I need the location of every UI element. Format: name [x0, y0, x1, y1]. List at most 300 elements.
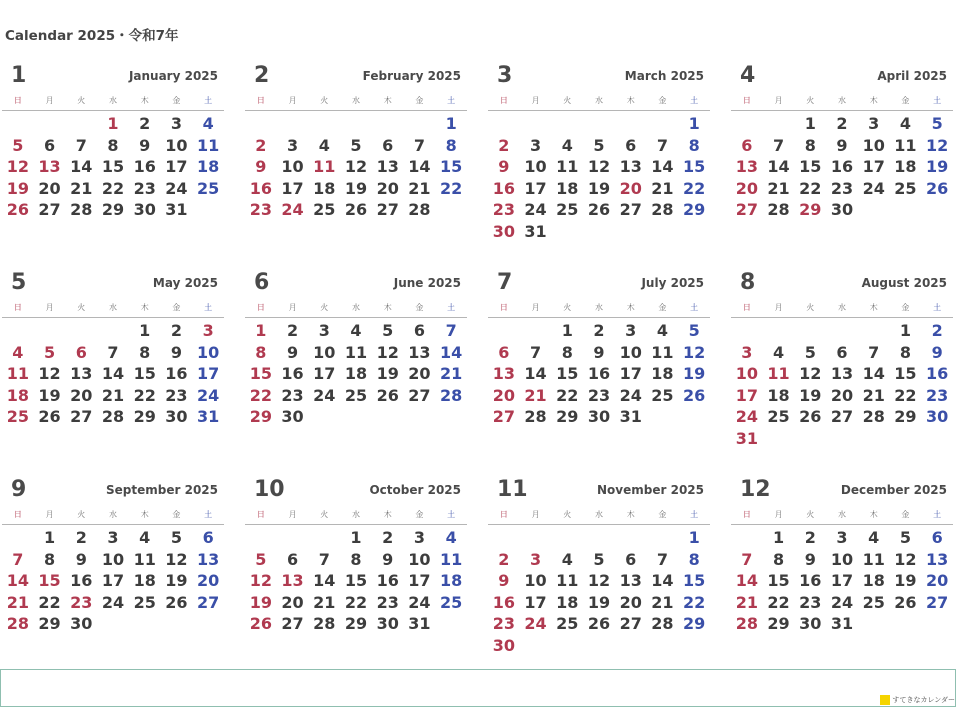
- day-cell: 15: [249, 364, 272, 383]
- day-cell: 28: [313, 614, 336, 633]
- day-cell: 13: [619, 571, 642, 590]
- month-3: [486, 60, 729, 267]
- day-cell: 29: [799, 200, 822, 219]
- weekday-label: 月: [531, 303, 540, 312]
- weekday-label: 土: [204, 510, 213, 519]
- day-cell: 8: [688, 135, 700, 155]
- weekday-label: 火: [77, 303, 86, 312]
- day-cell: 2: [498, 549, 510, 569]
- day-cell: 18: [894, 157, 917, 176]
- day-cell: 17: [281, 178, 304, 198]
- day-cell: 4: [868, 528, 880, 547]
- weekday-label: 火: [320, 510, 329, 519]
- weekday-header: [731, 94, 953, 111]
- month-header: [0, 267, 243, 299]
- day-cell: 3: [836, 528, 848, 547]
- weekday-label: 金: [415, 96, 424, 105]
- day-grid: [488, 527, 710, 656]
- day-cell: 30: [133, 200, 156, 219]
- weekday-label: 日: [256, 303, 265, 312]
- day-cell: 12: [376, 342, 399, 362]
- day-cell: 1: [772, 528, 785, 547]
- day-cell: 20: [197, 571, 220, 590]
- day-cell: 1: [688, 114, 700, 133]
- day-cell: 20: [281, 592, 304, 612]
- empty-day-cell: [404, 113, 436, 135]
- weekday-label: 月: [45, 96, 54, 105]
- day-cell: 24: [313, 385, 336, 405]
- day-cell: 30: [281, 407, 304, 426]
- day-cell: 24: [524, 614, 547, 633]
- day-cell: 4: [899, 114, 911, 133]
- day-cell: 4: [318, 135, 330, 155]
- day-cell: 9: [804, 549, 816, 569]
- day-cell: 19: [6, 178, 29, 198]
- month-header: [729, 60, 959, 92]
- month-1: [0, 60, 243, 267]
- day-cell: 14: [101, 364, 125, 383]
- day-cell: 18: [862, 571, 885, 590]
- day-cell: 29: [556, 407, 579, 426]
- weekday-label: 土: [204, 303, 213, 312]
- month-header: [243, 474, 486, 506]
- empty-day-cell: [65, 113, 97, 135]
- day-cell: 13: [281, 571, 304, 590]
- day-cell: 26: [376, 385, 399, 405]
- day-cell: 11: [313, 157, 336, 176]
- day-cell: 25: [651, 385, 674, 405]
- day-cell: 29: [133, 407, 156, 426]
- weekday-label: 木: [383, 96, 392, 105]
- day-cell: 16: [926, 364, 949, 383]
- day-cell: 23: [799, 592, 822, 612]
- day-cell: 19: [799, 385, 822, 405]
- day-cell: 22: [683, 178, 706, 198]
- day-cell: 4: [772, 342, 785, 362]
- weekday-label: 火: [806, 510, 815, 519]
- day-cell: 27: [926, 592, 949, 612]
- day-cell: 8: [445, 135, 457, 155]
- day-cell: 11: [862, 549, 885, 569]
- month-name: January 2025: [128, 69, 218, 83]
- day-cell: 30: [70, 614, 93, 633]
- empty-day-cell: [2, 113, 34, 135]
- day-cell: 8: [139, 342, 151, 362]
- day-cell: 3: [286, 135, 299, 155]
- day-cell: 24: [197, 385, 220, 405]
- day-cell: 20: [38, 178, 61, 198]
- weekday-label: 火: [563, 510, 572, 519]
- day-cell: 25: [6, 407, 29, 426]
- day-cell: 7: [75, 135, 87, 155]
- day-cell: 10: [408, 549, 431, 569]
- month-number: 7: [497, 270, 513, 295]
- month-2: [243, 60, 486, 267]
- weekday-label: 木: [140, 510, 149, 519]
- day-cell: 23: [249, 200, 272, 219]
- day-cell: 7: [445, 321, 457, 340]
- day-cell: 29: [38, 614, 61, 633]
- day-cell: 28: [101, 407, 125, 426]
- day-cell: 21: [524, 385, 547, 405]
- day-cell: 17: [524, 178, 547, 198]
- month-header: [729, 474, 959, 506]
- month-name: December 2025: [840, 483, 947, 497]
- day-cell: 29: [767, 614, 790, 633]
- day-cell: 21: [767, 178, 790, 198]
- month-6: [243, 267, 486, 474]
- empty-day-cell: [731, 527, 763, 549]
- day-cell: 6: [382, 135, 394, 155]
- month-header: [486, 267, 729, 299]
- day-cell: 5: [12, 135, 24, 155]
- weekday-header: [488, 301, 710, 318]
- day-cell: 10: [735, 364, 758, 383]
- weekday-label: 木: [869, 96, 878, 105]
- day-cell: 7: [318, 549, 330, 569]
- day-cell: 5: [170, 528, 182, 547]
- empty-day-cell: [308, 527, 340, 549]
- day-cell: 29: [249, 407, 272, 426]
- day-cell: 13: [408, 342, 431, 362]
- day-cell: 16: [799, 571, 822, 590]
- weekday-label: 水: [594, 510, 603, 519]
- day-cell: 5: [350, 135, 362, 155]
- day-cell: 13: [735, 157, 758, 176]
- day-cell: 5: [43, 342, 56, 362]
- weekday-label: 金: [415, 303, 424, 312]
- day-cell: 1: [43, 528, 56, 547]
- weekday-label: 木: [140, 303, 149, 312]
- day-cell: 4: [561, 135, 573, 155]
- day-cell: 23: [281, 385, 304, 405]
- day-cell: 17: [862, 157, 885, 176]
- day-cell: 8: [899, 342, 911, 362]
- day-cell: 8: [107, 135, 119, 155]
- day-cell: 17: [101, 571, 125, 590]
- day-cell: 1: [255, 321, 267, 340]
- weekday-label: 金: [901, 96, 910, 105]
- day-cell: 31: [735, 428, 758, 448]
- weekday-label: 土: [933, 96, 942, 105]
- empty-day-cell: [647, 113, 679, 135]
- day-cell: 6: [413, 321, 425, 340]
- empty-day-cell: [763, 320, 795, 342]
- day-cell: 10: [281, 157, 304, 176]
- day-cell: 13: [830, 364, 854, 383]
- day-cell: 19: [587, 592, 611, 612]
- weekday-label: 金: [658, 303, 667, 312]
- day-cell: 3: [318, 321, 330, 340]
- weekday-label: 金: [415, 510, 424, 519]
- weekday-label: 水: [594, 96, 603, 105]
- day-cell: 18: [651, 364, 674, 383]
- day-cell: 29: [344, 614, 368, 633]
- day-cell: 14: [862, 364, 885, 383]
- day-cell: 24: [524, 200, 547, 219]
- weekday-label: 火: [320, 303, 329, 312]
- notes-area[interactable]: [0, 669, 956, 707]
- day-cell: 5: [593, 549, 605, 569]
- day-cell: 31: [165, 200, 188, 219]
- day-cell: 22: [556, 385, 579, 405]
- day-cell: 8: [561, 342, 573, 362]
- empty-day-cell: [826, 320, 858, 342]
- weekday-label: 土: [447, 510, 456, 519]
- weekday-label: 木: [140, 96, 149, 105]
- day-cell: 23: [926, 385, 949, 405]
- weekday-label: 水: [837, 96, 846, 105]
- day-cell: 24: [619, 385, 642, 405]
- calendar-grid: [0, 60, 959, 681]
- month-name: August 2025: [861, 276, 947, 290]
- day-cell: 18: [344, 364, 368, 383]
- day-cell: 23: [70, 592, 93, 612]
- day-cell: 26: [344, 200, 368, 219]
- weekday-label: 金: [172, 510, 181, 519]
- day-cell: 15: [683, 157, 706, 176]
- day-cell: 2: [836, 114, 848, 133]
- weekday-label: 月: [45, 303, 54, 312]
- weekday-header: [245, 94, 467, 111]
- day-cell: 3: [107, 528, 119, 547]
- brand-square-icon: [880, 695, 890, 705]
- day-cell: 17: [197, 364, 220, 383]
- day-cell: 31: [408, 614, 431, 633]
- month-10: [243, 474, 486, 681]
- empty-day-cell: [2, 527, 34, 549]
- day-cell: 10: [524, 157, 547, 176]
- day-cell: 12: [799, 364, 822, 383]
- day-cell: 31: [619, 407, 642, 426]
- month-number: 6: [254, 270, 270, 295]
- day-cell: 25: [344, 385, 368, 405]
- day-grid: [245, 320, 467, 428]
- weekday-header: [731, 301, 953, 318]
- day-cell: 7: [741, 549, 753, 569]
- day-cell: 1: [804, 114, 816, 133]
- day-grid: [731, 527, 953, 635]
- empty-day-cell: [308, 113, 340, 135]
- day-grid: [245, 113, 467, 221]
- day-cell: 11: [133, 549, 156, 569]
- day-cell: 2: [804, 528, 816, 547]
- day-cell: 10: [313, 342, 336, 362]
- day-cell: 2: [255, 135, 267, 155]
- day-cell: 2: [931, 321, 943, 340]
- day-cell: 24: [165, 178, 188, 198]
- day-grid: [245, 527, 467, 635]
- day-cell: 21: [735, 592, 758, 612]
- weekday-label: 月: [774, 303, 783, 312]
- day-cell: 20: [926, 571, 949, 590]
- day-cell: 4: [656, 321, 668, 340]
- weekday-label: 金: [658, 96, 667, 105]
- weekday-label: 木: [626, 510, 635, 519]
- month-number: 1: [11, 63, 27, 88]
- day-cell: 17: [619, 364, 642, 383]
- day-cell: 18: [197, 157, 220, 176]
- day-cell: 6: [202, 528, 214, 547]
- day-cell: 6: [286, 549, 299, 569]
- day-cell: 16: [249, 178, 272, 198]
- weekday-label: 水: [837, 303, 846, 312]
- day-cell: 11: [197, 135, 220, 155]
- day-cell: 27: [735, 200, 758, 219]
- day-cell: 30: [926, 407, 949, 426]
- day-cell: 15: [133, 364, 156, 383]
- month-number: 8: [740, 270, 756, 295]
- day-cell: 15: [767, 571, 790, 590]
- day-cell: 13: [197, 549, 220, 569]
- day-cell: 19: [587, 178, 611, 198]
- day-cell: 9: [170, 342, 182, 362]
- weekday-label: 土: [690, 510, 699, 519]
- day-cell: 9: [75, 549, 87, 569]
- day-cell: 12: [683, 342, 706, 362]
- day-cell: 29: [894, 407, 917, 426]
- weekday-label: 水: [108, 510, 117, 519]
- day-cell: 1: [107, 114, 119, 133]
- empty-day-cell: [647, 527, 679, 549]
- weekday-label: 月: [288, 96, 297, 105]
- day-cell: 28: [651, 614, 674, 633]
- month-name: September 2025: [106, 483, 218, 497]
- day-cell: 16: [376, 571, 399, 590]
- day-cell: 16: [830, 157, 854, 176]
- day-cell: 19: [894, 571, 917, 590]
- day-cell: 18: [440, 571, 463, 590]
- day-cell: 15: [683, 571, 706, 590]
- day-cell: 13: [70, 364, 93, 383]
- day-cell: 7: [107, 342, 119, 362]
- day-cell: 24: [830, 592, 854, 612]
- day-cell: 27: [38, 200, 61, 219]
- day-cell: 20: [619, 592, 642, 612]
- day-cell: 26: [38, 407, 61, 426]
- day-cell: 25: [313, 200, 336, 219]
- empty-day-cell: [551, 113, 583, 135]
- day-cell: 6: [625, 135, 637, 155]
- weekday-header: [245, 301, 467, 318]
- day-cell: 28: [70, 200, 93, 219]
- day-cell: 9: [931, 342, 943, 362]
- day-cell: 18: [767, 385, 790, 405]
- weekday-label: 月: [288, 303, 297, 312]
- day-cell: 27: [197, 592, 220, 612]
- weekday-label: 火: [320, 96, 329, 105]
- empty-day-cell: [551, 527, 583, 549]
- empty-day-cell: [372, 113, 404, 135]
- day-cell: 3: [529, 135, 542, 155]
- day-cell: 17: [408, 571, 431, 590]
- day-cell: 30: [587, 407, 611, 426]
- weekday-label: 土: [447, 303, 456, 312]
- day-cell: 4: [12, 342, 24, 362]
- day-cell: 1: [139, 321, 151, 340]
- weekday-label: 水: [837, 510, 846, 519]
- day-cell: 28: [651, 200, 674, 219]
- day-cell: 15: [440, 157, 463, 176]
- month-name: March 2025: [624, 69, 704, 83]
- day-cell: 20: [408, 364, 431, 383]
- day-cell: 7: [12, 549, 24, 569]
- weekday-label: 金: [901, 510, 910, 519]
- weekday-label: 日: [499, 510, 508, 519]
- day-cell: 6: [836, 342, 848, 362]
- day-cell: 11: [767, 364, 790, 383]
- day-cell: 3: [202, 321, 214, 340]
- day-cell: 11: [440, 549, 463, 569]
- day-cell: 21: [651, 592, 674, 612]
- month-name: February 2025: [362, 69, 461, 83]
- day-cell: 21: [313, 592, 336, 612]
- day-cell: 14: [313, 571, 336, 590]
- weekday-label: 月: [531, 510, 540, 519]
- day-cell: 31: [197, 407, 220, 426]
- weekday-label: 木: [626, 96, 635, 105]
- day-cell: 12: [587, 157, 611, 176]
- day-grid: [731, 320, 953, 449]
- day-cell: 12: [165, 549, 188, 569]
- day-cell: 14: [651, 571, 674, 590]
- month-header: [0, 474, 243, 506]
- weekday-label: 日: [256, 510, 265, 519]
- day-cell: 6: [625, 549, 637, 569]
- day-cell: 25: [862, 592, 885, 612]
- day-cell: 28: [6, 614, 29, 633]
- day-cell: 31: [830, 614, 854, 633]
- day-cell: 25: [556, 200, 579, 219]
- empty-day-cell: [731, 320, 763, 342]
- day-cell: 5: [688, 321, 700, 340]
- weekday-label: 木: [869, 303, 878, 312]
- weekday-header: [2, 94, 224, 111]
- month-header: [243, 60, 486, 92]
- day-cell: 26: [894, 592, 917, 612]
- day-cell: 22: [683, 592, 706, 612]
- day-cell: 7: [868, 342, 880, 362]
- day-cell: 7: [772, 135, 785, 155]
- day-cell: 25: [767, 407, 790, 426]
- month-5: [0, 267, 243, 474]
- empty-day-cell: [488, 320, 520, 342]
- day-cell: 6: [75, 342, 87, 362]
- day-cell: 20: [830, 385, 854, 405]
- day-cell: 27: [830, 407, 854, 426]
- day-cell: 19: [165, 571, 188, 590]
- day-cell: 22: [101, 178, 125, 198]
- day-cell: 5: [931, 114, 943, 133]
- day-cell: 21: [408, 178, 431, 198]
- day-cell: 19: [249, 592, 272, 612]
- day-cell: 2: [139, 114, 151, 133]
- day-grid: [488, 320, 710, 428]
- day-cell: 5: [382, 321, 394, 340]
- day-cell: 12: [6, 157, 29, 176]
- day-cell: 10: [862, 135, 885, 155]
- day-cell: 10: [524, 571, 547, 590]
- day-cell: 10: [197, 342, 220, 362]
- weekday-label: 火: [806, 303, 815, 312]
- day-cell: 5: [593, 135, 605, 155]
- day-cell: 30: [492, 635, 515, 655]
- day-grid: [2, 527, 224, 635]
- empty-day-cell: [2, 320, 34, 342]
- day-cell: 18: [556, 592, 579, 612]
- weekday-header: [731, 508, 953, 525]
- empty-day-cell: [583, 527, 615, 549]
